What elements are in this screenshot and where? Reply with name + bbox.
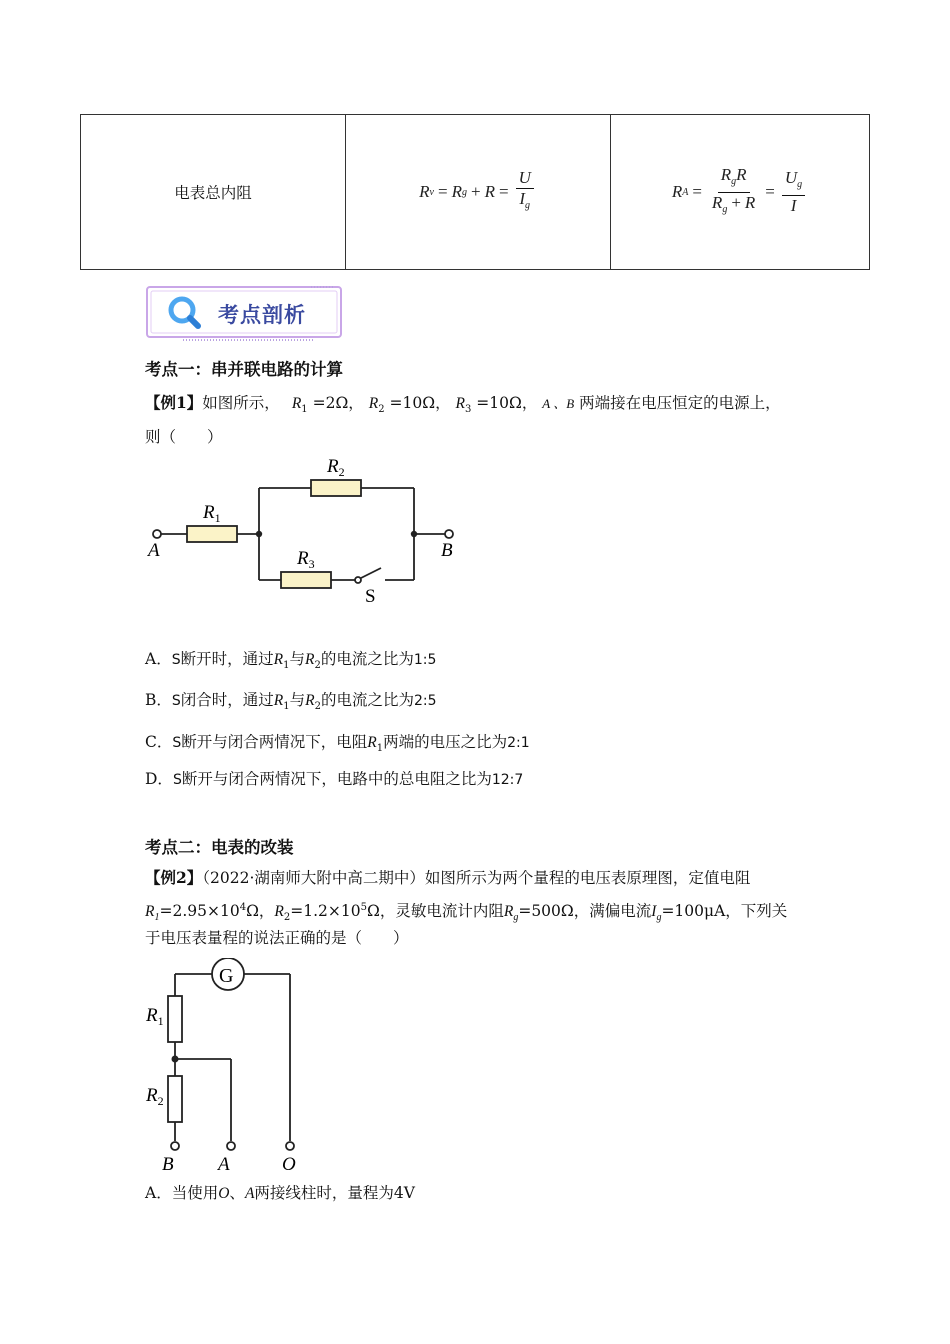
circuit1-label-r2: $R_2$: [327, 456, 345, 479]
option-c: C．S断开与闭合两情况下，电阻$R_1$两端的电压之比为2:1: [145, 733, 530, 754]
resistance-table: [80, 114, 870, 270]
example2-line1: 【例2】（2022·湖南师大附中高二期中）如图所示为两个量程的电压表原理图，定值电阻: [145, 868, 751, 887]
ammeter-formula-cell: [611, 115, 870, 270]
example1-line2: 则（ ）: [145, 428, 223, 446]
circuit1-diagram: [145, 450, 475, 610]
example1-line1: 【例1】如图所示， $R_1 =2\Omega$， $R_2 =10\Omega$， $R_3 =10\Omega$， A 、B 两端接在电压恒定的电源上，: [145, 393, 781, 415]
circuit2-label-r1: $R_1$: [146, 1005, 164, 1028]
ammeter-resistance-formula: R A = $\frac{R_gR}{R_g + R}$ = $\frac{U_g}{I}$: [672, 165, 808, 220]
example2-line2: $R_1=2.95\times 10^4\Omega$，$R_2=1.2\times 10^5\Omega$，灵敏电流计内阻$R_g=500\Omega$，满偏电流$I_g=100\mu A$，下列关: [145, 902, 788, 923]
section2-heading: 考点二：电表的改装: [145, 838, 294, 857]
circuit1-label-a: A: [148, 540, 160, 561]
circuit2-label-b: B: [162, 1154, 174, 1173]
circuit2-label-a: A: [218, 1154, 230, 1173]
circuit2-diagram: [140, 958, 310, 1173]
section-banner: [143, 283, 345, 343]
example2-line3: 于电压表量程的说法正确的是（ ）: [145, 929, 409, 947]
circuit1-label-r3: $R_3$: [297, 548, 315, 571]
banner-title: 考点剖析: [218, 303, 306, 327]
circuit1-label-b: B: [441, 540, 453, 561]
option-d: D．S断开与闭合两情况下，电路中的总电阻之比为12:7: [145, 770, 524, 788]
table-label-cell: [81, 115, 346, 270]
magnifier-icon: [165, 293, 205, 333]
circuit2-label-o: O: [282, 1154, 296, 1173]
circuit1-label-s: S: [365, 586, 376, 607]
circuit2-label-g: G: [219, 965, 234, 987]
option-b: B．S闭合时，通过$R_1$与$R_2$的电流之比为2:5: [145, 691, 437, 712]
option-a: A．S断开时，通过$R_1$与$R_2$的电流之比为1:5: [145, 650, 437, 671]
table-label: 电表总内阻: [174, 184, 252, 202]
section1-heading: 考点一：串并联电路的计算: [145, 360, 343, 379]
circuit1-label-r1: $R_1$: [203, 502, 221, 525]
voltmeter-formula-cell: [346, 115, 611, 270]
voltmeter-resistance-formula: R v = R g + R = $\frac{U}{I_g}$: [419, 168, 537, 216]
example2-option-a: A．当使用O、A两接线柱时，量程为4V: [145, 1184, 415, 1202]
circuit2-label-r2: $R_2$: [146, 1085, 164, 1108]
